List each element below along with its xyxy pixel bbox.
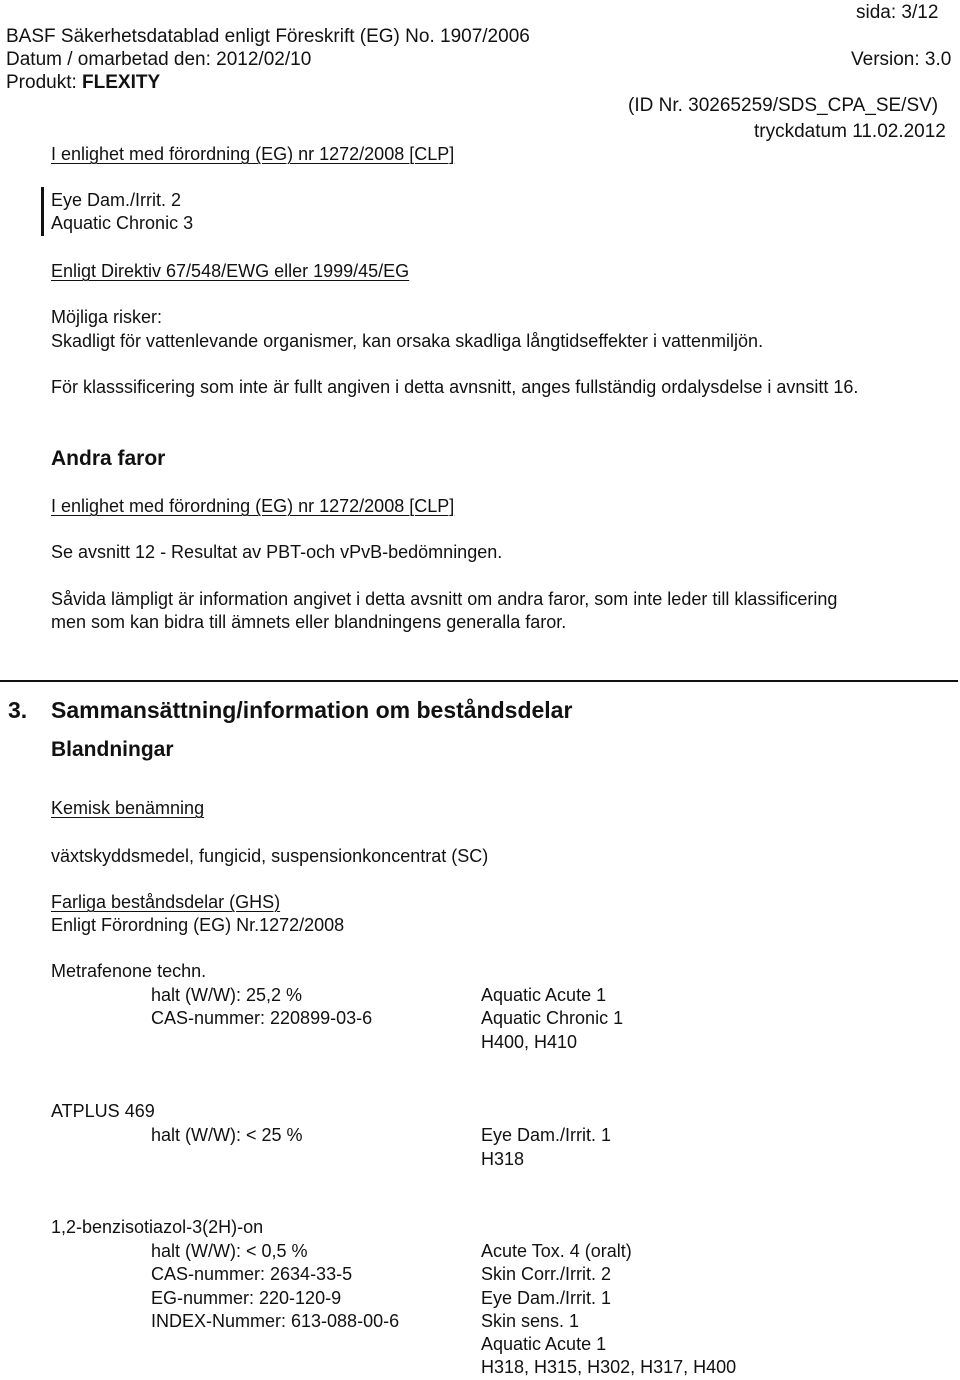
version-label: Version: 3.0 <box>851 49 952 70</box>
substance-detail: CAS-nummer: 220899-03-6 <box>151 1008 373 1028</box>
directive-heading: Enligt Direktiv 67/548/EWG eller 1999/45/EG <box>51 261 410 281</box>
mixtures-heading: Blandningar <box>51 738 174 761</box>
other-hazards-heading: Andra faror <box>51 447 166 470</box>
product-line <box>6 73 160 92</box>
substance-classification: Aquatic Chronic 1 <box>481 1008 624 1028</box>
chemical-name-heading: Kemisk benämning <box>51 798 205 818</box>
substance-classification: Skin sens. 1 <box>481 1311 580 1331</box>
product-label: Produkt: <box>6 72 77 93</box>
document-id: (ID Nr. 30265259/SDS_CPA_SE/SV) <box>628 95 939 116</box>
page-number: sida: 3/12 <box>856 2 939 23</box>
clp-heading: I enlighet med förordning (EG) nr 1272/2008 [CLP] <box>51 144 455 164</box>
substance-detail: halt (W/W): < 25 % <box>151 1125 303 1145</box>
revision-date: Datum / omarbetad den: 2012/02/10 <box>6 49 312 70</box>
substance-classification: Aquatic Acute 1 <box>481 985 607 1005</box>
classification-line: Aquatic Chronic 3 <box>51 213 194 233</box>
substance-classification: Skin Corr./Irrit. 2 <box>481 1264 612 1284</box>
substance-classification: H318 <box>481 1149 525 1169</box>
section-title: Sammansättning/information om beståndsdelar <box>51 697 573 723</box>
substance-name: ATPLUS 469 <box>51 1101 155 1121</box>
substance-detail: halt (W/W): < 0,5 % <box>151 1241 308 1261</box>
print-date: tryckdatum 11.02.2012 <box>754 121 946 142</box>
chemical-name-text: växtskyddsmedel, fungicid, suspensionkoncentrat (SC) <box>51 846 489 866</box>
substance-classification: Eye Dam./Irrit. 1 <box>481 1288 612 1308</box>
classification-line: Eye Dam./Irrit. 2 <box>51 190 182 210</box>
other-clp-heading: I enlighet med förordning (EG) nr 1272/2008 [CLP] <box>51 496 455 516</box>
substance-detail: halt (W/W): 25,2 % <box>151 985 303 1005</box>
regulation-line: Enligt Förordning (EG) Nr.1272/2008 <box>51 915 345 935</box>
section-number: 3. <box>8 697 28 723</box>
substance-detail: EG-nummer: 220-120-9 <box>151 1288 342 1308</box>
substance-classification: H318, H315, H302, H317, H400 <box>481 1357 737 1377</box>
substance-classification: Eye Dam./Irrit. 1 <box>481 1125 612 1145</box>
substance-classification: Aquatic Acute 1 <box>481 1334 607 1354</box>
risks-text: Skadligt för vattenlevande organismer, kan orsaka skadliga långtidseffekter i vattenmiljön. <box>51 331 764 351</box>
substance-name: Metrafenone techn. <box>51 961 207 981</box>
substance-classification: H400, H410 <box>481 1032 578 1052</box>
info-text-line: Såvida lämpligt är information angivet i detta avsnitt om andra faror, som inte leder till klassificering <box>51 589 838 609</box>
substance-name: 1,2-benzisotiazol-3(2H)-on <box>51 1217 264 1237</box>
info-text-line: men som kan bidra till ämnets eller blandningens generalla faror. <box>51 612 567 632</box>
section-divider <box>0 680 958 682</box>
product-name: FLEXITY <box>82 72 161 93</box>
substance-classification: Acute Tox. 4 (oralt) <box>481 1241 632 1261</box>
revision-change-bar <box>41 187 44 236</box>
risks-label: Möjliga risker: <box>51 307 163 327</box>
pbt-text: Se avsnitt 12 - Resultat av PBT-och vPvB-bedömningen. <box>51 542 503 562</box>
substance-detail: CAS-nummer: 2634-33-5 <box>151 1264 353 1284</box>
document-title: BASF Säkerhetsdatablad enligt Föreskrift (EG) No. 1907/2006 <box>6 26 530 47</box>
hazardous-components-heading: Farliga beståndsdelar (GHS) <box>51 892 281 912</box>
substance-detail: INDEX-Nummer: 613-088-00-6 <box>151 1311 400 1331</box>
classification-note: För klasssificering som inte är fullt angiven i detta avnsnitt, anges fullständig ordalysdelse i avnsitt 16. <box>51 377 859 397</box>
